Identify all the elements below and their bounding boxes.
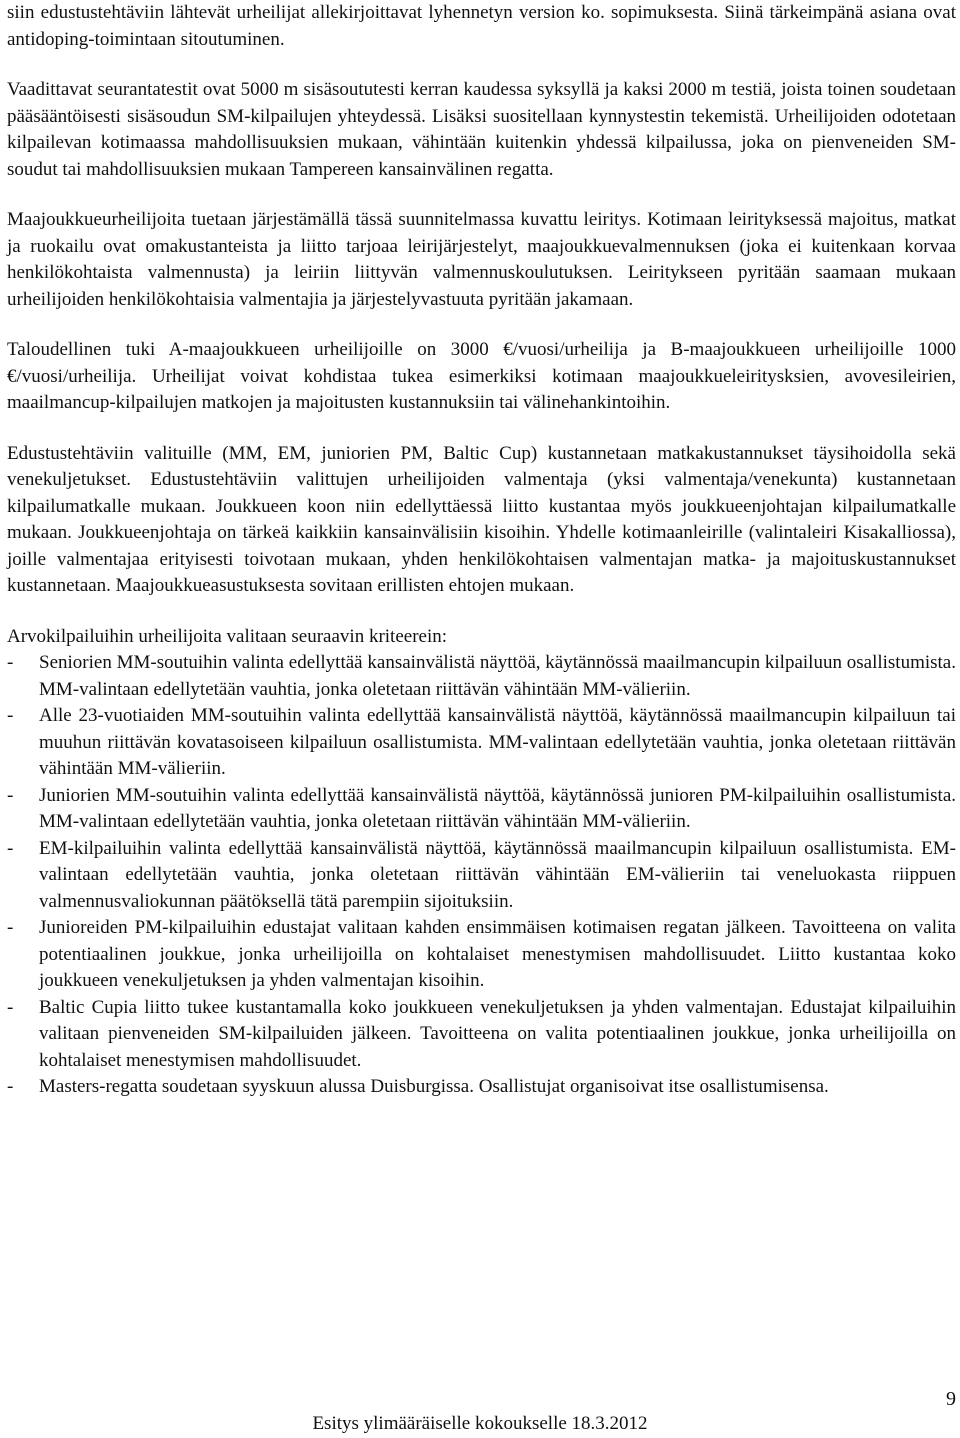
list-dash: - (7, 1076, 14, 1097)
criteria-text: Alle 23-vuotiaiden MM-soutuihin valinta edellyttää kansainvälistä näyttöä, käytännössä maailmancupin kilpailuun tai muuhun riittävän kovatasoiseen kilpailuun osallistumista. MM-valintaan edellytetään vauhtia, jonka oletetaan riittävän vähintään MM-välieriin. (39, 705, 956, 779)
criteria-item-u23 (7, 703, 956, 783)
page-content (7, 0, 956, 1101)
criteria-item-juniors (7, 783, 956, 836)
list-dash: - (7, 705, 14, 726)
paragraph-camps: Maajoukkueurheilijoita tuetaan järjestämällä tässä suunnitelmassa kuvattu leiritys. Kotimaan leirityksessä majoitus, matkat ja ruokailu ovat omakustanteista ja liitto tarjoaa leirijärjestelyt, maajoukkuevalmennuksen (joka ei kuitenkaan korvaa henkilökohtaista valmennusta) ja leiriin liittyvän valmennuskoulutuksen. Leiritykseen pyritään saamaan mukaan urheilijoiden henkilökohtaisia valmentajia ja järjestelyvastuuta pyritään jakamaan. (7, 209, 956, 310)
criteria-text: Juniorien MM-soutuihin valinta edellyttää kansainvälistä näyttöä, käytännössä junioren PM-kilpailuihin osallistumista. MM-valintaan edellytetään vauhtia, jonka oletetaan riittävän vähintään MM-välieriin. (39, 784, 956, 832)
page-number: 9 (946, 1388, 956, 1410)
paragraph-financial-support: Taloudellinen tuki A-maajoukkueen urheilijoille on 3000 €/vuosi/urheilija ja B-maajoukkueen urheilijoille 1000 €/vuosi/urheilija. Urheilijat voivat kohdistaa tukea esimerkiksi kotimaan maajoukkueleiritysksien, avovesileirien, maailmancup-kilpailujen matkojen ja majoitusten kustannuksiin tai välinehankintoihin. (7, 339, 956, 413)
list-dash: - (7, 837, 14, 859)
criteria-text: Baltic Cupia liitto tukee kustantamalla koko joukkueen venekuljetuksen ja yhden valmentajan. Edustajat kilpailuihin valitaan pienveneiden SM-kilpailuiden jälkeen. Tavoitteena on valita potentiaalinen joukkue, jonka urheilijoilla on kohtalaiset menestymisen mahdollisuudet. (39, 996, 956, 1071)
paragraph-representation: Edustustehtäviin valituille (MM, EM, juniorien PM, Baltic Cup) kustannetaan matkakustannukset täysihoidolla sekä venekuljetukset. Edustustehtäviin valittujen urheilijoiden valmentaja (yksi valmentaja/venekunta) kustannetaan kilpailumatkalle mukaan. Joukkueen koon niin edellyttäessä liitto kustantaa myös joukkueenjohtajan kilpailumatkalle mukaan. Joukkueenjohtaja on tärkeä kaikkiin kansainvälisiin kisoihin. Yhdelle kotimaanleirille (valintaleiri Kisakalliossa), joille valmentajaa erityisesti toivotaan mukaan, yhden henkilökohtaisen valmentajan matka- ja majoituskustannukset kustannetaan. Maajoukkueasustuksesta sovitaan erillisten ehtojen mukaan. (7, 442, 956, 596)
paragraph-contract: siin edustustehtäviin lähtevät urheilijat allekirjoittavat lyhennetyn version ko. sopimuksesta. Siinä tärkeimpänä asiana ovat antidoping-toimintaan sitoutuminen. (7, 2, 956, 50)
paragraph-tests: Vaadittavat seurantatestit ovat 5000 m sisäsoututesti kerran kaudessa syksyllä ja kaksi 2000 m testiä, joista toinen soudetaan pääsääntöisesti sisäsoudun SM-kilpailujen yhteydessä. Lisäksi suositellaan kynnystestin tekemistä. Urheilijoiden odotetaan kilpailevan kotimaassa mahdollisuuksien mukaan, vähintään kuitenkin yhdessä kilpailussa, joka on pienveneiden SM-soudut tai mahdollisuuksien mukaan Tampereen kansainvälinen regatta. (7, 79, 956, 180)
criteria-item-em (7, 836, 956, 916)
criteria-list (7, 650, 956, 1101)
criteria-item-baltic-cup (7, 995, 956, 1075)
criteria-text: Masters-regatta soudetaan syyskuun alussa Duisburgissa. Osallistujat organisoivat itse osallistumisensa. (39, 1076, 829, 1097)
list-dash: - (7, 996, 14, 1018)
criteria-text: Seniorien MM-soutuihin valinta edellyttää kansainvälistä näyttöä, käytännössä maailmancupin kilpailuun osallistumista. MM-valintaan edellytetään vauhtia, jonka oletetaan riittävän vähintään MM-välieriin. (39, 652, 956, 700)
criteria-item-pm (7, 915, 956, 995)
list-dash: - (7, 652, 14, 673)
list-dash: - (7, 784, 14, 806)
criteria-text: EM-kilpailuihin valinta edellyttää kansainvälistä näyttöä, käytännössä maailmancupin kilpailuun osallistumista. EM-valintaan edellytetään vauhtia, jonka oletetaan riittävän vähintään EM-välieriin tai veneluokasta riippuen valmennusvaliokunnan päätöksellä tätä parempiin sijoituksiin. (39, 837, 956, 912)
criteria-text: Junioreiden PM-kilpailuihin edustajat valitaan kahden ensimmäisen kotimaisen regatan jälkeen. Tavoitteena on valita potentiaalinen joukkue, jonka urheilijoilla on kohtalaiset menestymisen mahdollisuudet. Liitto kustantaa koko joukkueen venekuljetuksen ja yhden valmentajan kisoihin. (39, 917, 956, 991)
list-dash: - (7, 917, 14, 938)
criteria-item-masters (7, 1074, 956, 1101)
criteria-item-seniors (7, 650, 956, 703)
criteria-intro: Arvokilpailuihin urheilijoita valitaan seuraavin kriteerein: (7, 625, 448, 647)
page-footer: Esitys ylimääräiselle kokoukselle 18.3.2012 (312, 1413, 648, 1434)
